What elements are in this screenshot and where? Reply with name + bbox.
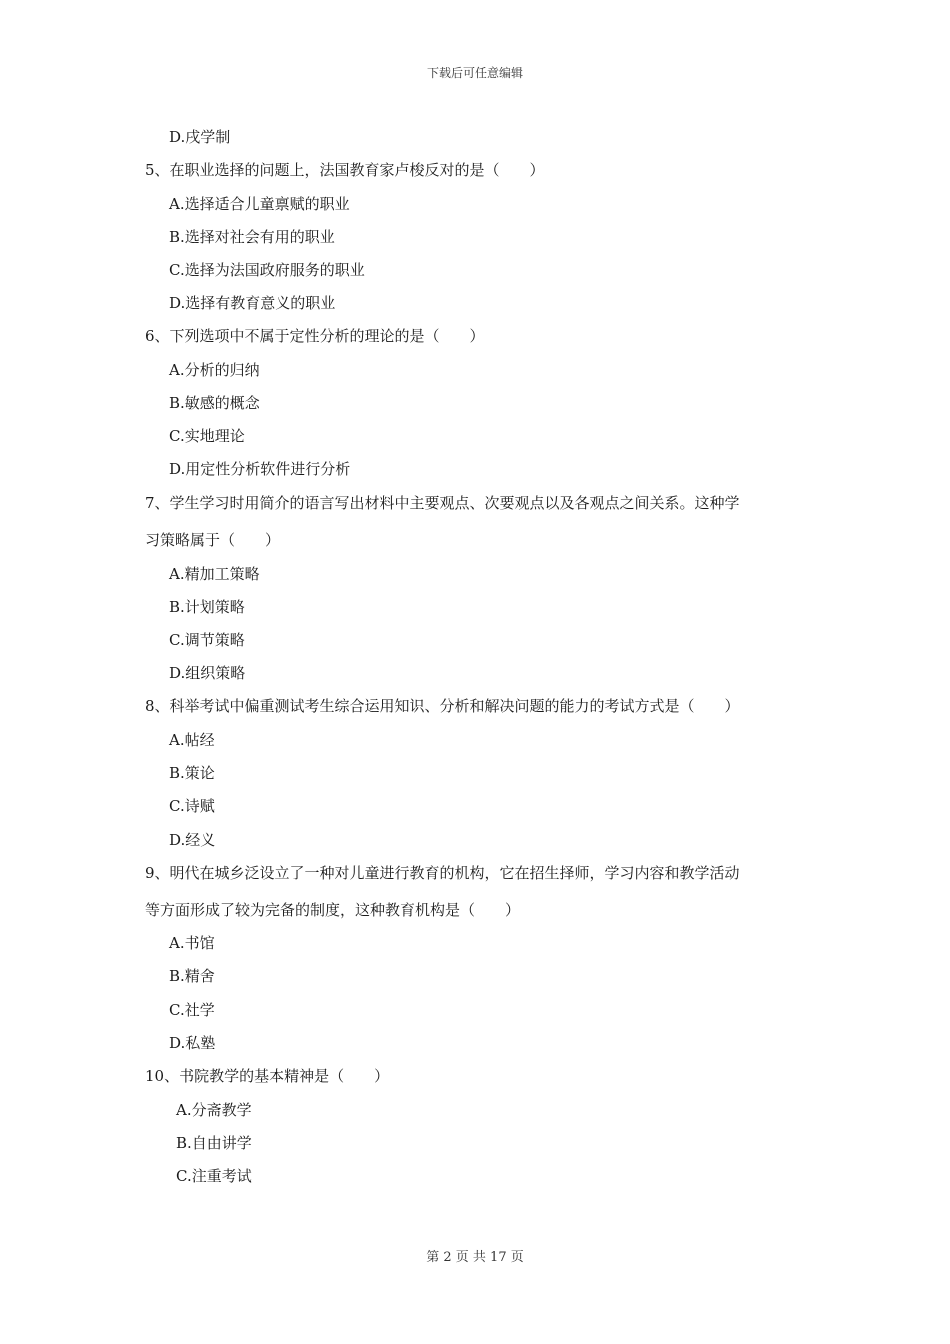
option-9-b: B.精舍 — [169, 967, 215, 985]
option-9-a: A.书馆 — [169, 934, 215, 952]
option-5-c: C.选择为法国政府服务的职业 — [169, 261, 365, 279]
question-5: 5、在职业选择的问题上，法国教育家卢梭反对的是（ ） — [145, 161, 545, 179]
option-7-c: C.调节策略 — [169, 631, 245, 649]
option-6-d: D.用定性分析软件进行分析 — [169, 460, 351, 478]
option-6-b: B.敏感的概念 — [169, 394, 260, 412]
question-9-line-1: 9、明代在城乡泛设立了一种对儿童进行教育的机构，它在招生择师，学习内容和教学活动 — [145, 864, 740, 882]
question-7-line-1: 7、学生学习时用简介的语言写出材料中主要观点、次要观点以及各观点之间关系。这种学 — [145, 494, 740, 512]
question-8: 8、科举考试中偏重测试考生综合运用知识、分析和解决问题的能力的考试方式是（ ） — [145, 697, 740, 715]
option-10-b: B.自由讲学 — [176, 1134, 252, 1152]
option-5-a: A.选择适合儿童禀赋的职业 — [169, 195, 350, 213]
option-8-d: D.经义 — [169, 831, 216, 849]
option-9-c: C.社学 — [169, 1001, 215, 1019]
option-7-b: B.计划策略 — [169, 598, 245, 616]
option-7-d: D.组织策略 — [169, 664, 246, 682]
option-4-d: D.戌学制 — [169, 128, 231, 146]
option-5-d: D.选择有教育意义的职业 — [169, 294, 336, 312]
page-header-note: 下载后可任意编辑 — [426, 66, 523, 80]
question-10: 10、书院教学的基本精神是（ ） — [145, 1067, 390, 1085]
option-6-a: A.分析的归纳 — [169, 361, 260, 379]
option-5-b: B.选择对社会有用的职业 — [169, 228, 335, 246]
option-8-a: A.帖经 — [169, 731, 215, 749]
option-10-a: A.分斋教学 — [176, 1101, 252, 1119]
question-9-line-2: 等方面形成了较为完备的制度，这种教育机构是（ ） — [145, 901, 521, 919]
option-7-a: A.精加工策略 — [169, 565, 260, 583]
option-10-c: C.注重考试 — [176, 1167, 252, 1185]
page-footer-page-number: 第 2 页 共 17 页 — [426, 1250, 524, 1265]
question-6: 6、下列选项中不属于定性分析的理论的是（ ） — [145, 327, 485, 345]
option-6-c: C.实地理论 — [169, 427, 245, 445]
question-7-line-2: 习策略属于（ ） — [145, 531, 281, 549]
option-8-b: B.策论 — [169, 764, 215, 782]
option-9-d: D.私塾 — [169, 1034, 216, 1052]
option-8-c: C.诗赋 — [169, 797, 215, 815]
